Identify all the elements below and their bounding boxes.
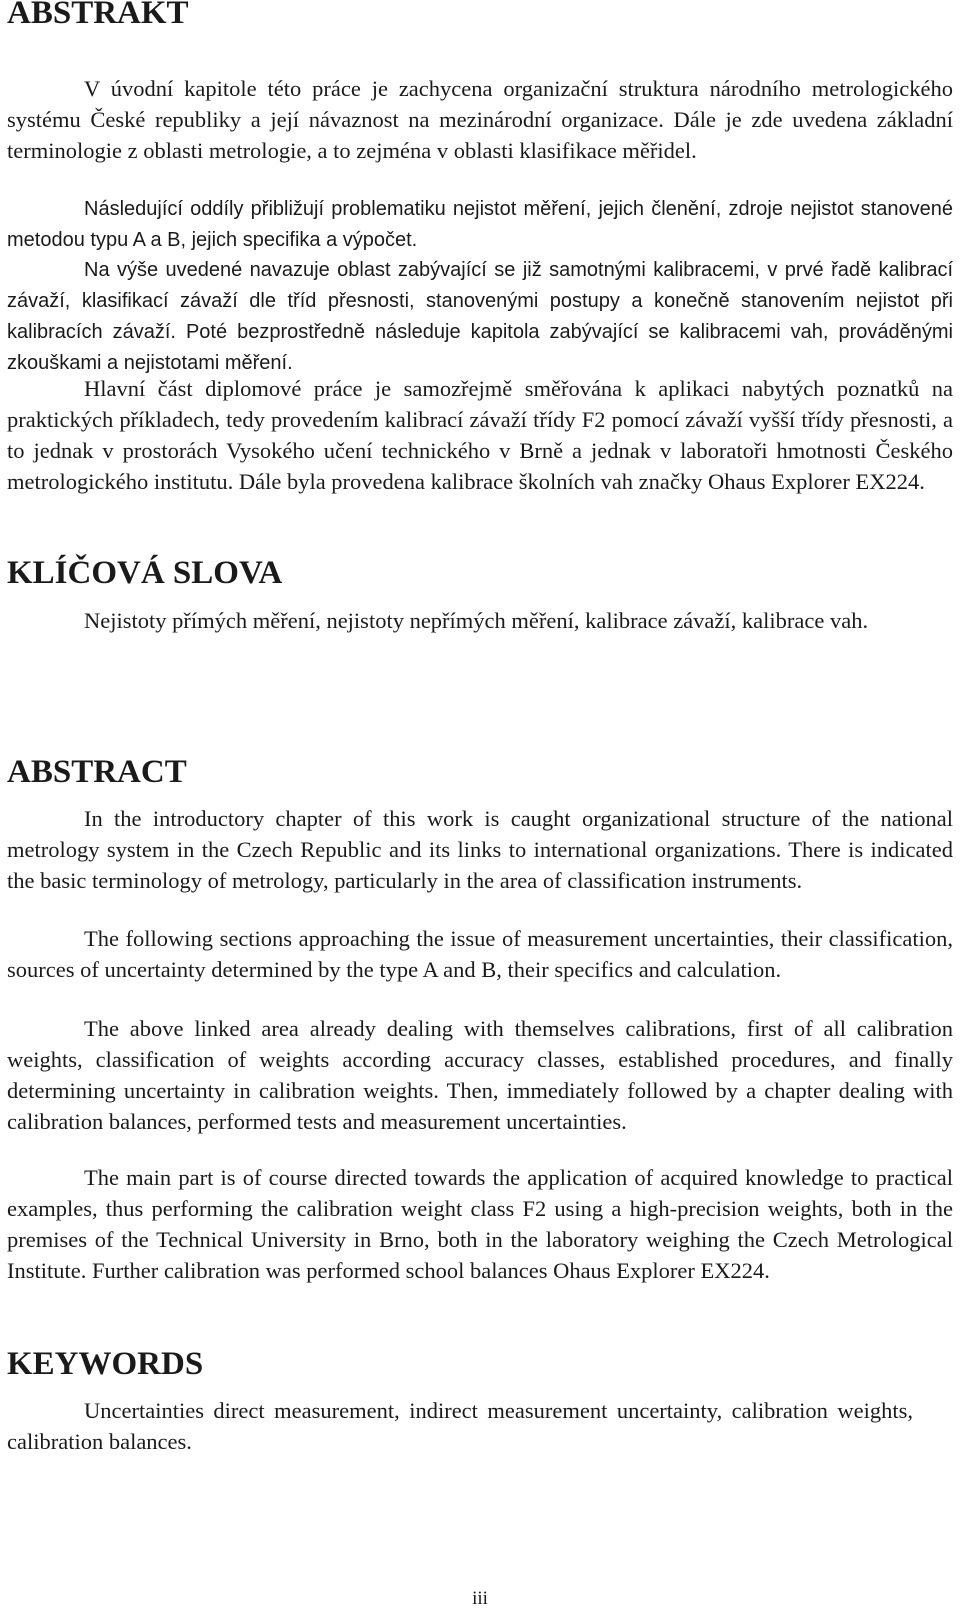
abstrakt-paragraph-2: Následující oddíly přibližují problematiku nejistot měření, jejich členění, zdroje nejistot stanovené metodou typu A a B, jejich specifika a výpočet. [7,198,953,251]
abstract-paragraph-3: The above linked area already dealing with themselves calibrations, first of all calibration weights, classification of weights according accuracy classes, established procedures, and finally determining uncertainty in calibration weights. Then, immediately followed by a chapter dealing with calibration balances, performed tests and measurement uncertainties. [7,1016,953,1134]
abstract-paragraph-2: The following sections approaching the issue of measurement uncertainties, their classification, sources of uncertainty determined by the type A and B, their specifics and calculation. [7,926,953,982]
abstract-paragraph-4: The main part is of course directed towards the application of acquired knowledge to practical examples, thus performing the calibration weight class F2 using a high-precision weights, both in the premises of the Technical University in Brno, both in the laboratory weighing the Czech Metrological Institute. Further calibration was performed school balances Ohaus Explorer EX224. [7,1165,953,1283]
klicova-slova-text: Nejistoty přímých měření, nejistoty nepřímých měření, kalibrace závaží, kalibrace vah. [84,608,869,633]
page-number: iii [472,1588,488,1609]
abstract-heading: ABSTRACT [7,754,187,790]
abstrakt-paragraph-3: Na výše uvedené navazuje oblast zabývající se již samotnými kalibracemi, v prvé řadě kalibrací závaží, klasifikací závaží dle tříd přesnosti, stanovenými postupy a konečně stanovením nejistot při kalibracích závaží. Poté bezprostředně následuje kapitola zabývající se kalibracemi vah, prováděnými zkouškami a nejistotami měření. [7,259,953,374]
keywords-text: Uncertainties direct measurement, indirect measurement uncertainty, calibration weights, calibration balances. [7,1398,913,1454]
abstrakt-heading: ABSTRAKT [7,0,189,31]
klicova-slova-heading: KLÍČOVÁ SLOVA [7,555,283,591]
keywords-heading: KEYWORDS [7,1346,204,1382]
abstract-paragraph-1: In the introductory chapter of this work is caught organizational structure of the national metrology system in the Czech Republic and its links to international organizations. There is indicated the basic terminology of metrology, particularly in the area of classification instruments. [7,806,953,893]
abstrakt-paragraph-4: Hlavní část diplomové práce je samozřejmě směřována k aplikaci nabytých poznatků na praktických příkladech, tedy provedením kalibrací závaží třídy F2 pomocí závaží vyšší třídy přesnosti, a to jednak v prostorách Vysokého učení technického v Brně a jednak v laboratoři hmotnosti Českého metrologického institutu. Dále byla provedena kalibrace školních vah značky Ohaus Explorer EX224. [7,376,953,494]
abstrakt-paragraph-1: V úvodní kapitole této práce je zachycena organizační struktura národního metrologického systému České republiky a její návaznost na mezinárodní organizace. Dále je zde uvedena základní terminologie z oblasti metrologie, a to zejména v oblasti klasifikace měřidel. [7,76,953,163]
